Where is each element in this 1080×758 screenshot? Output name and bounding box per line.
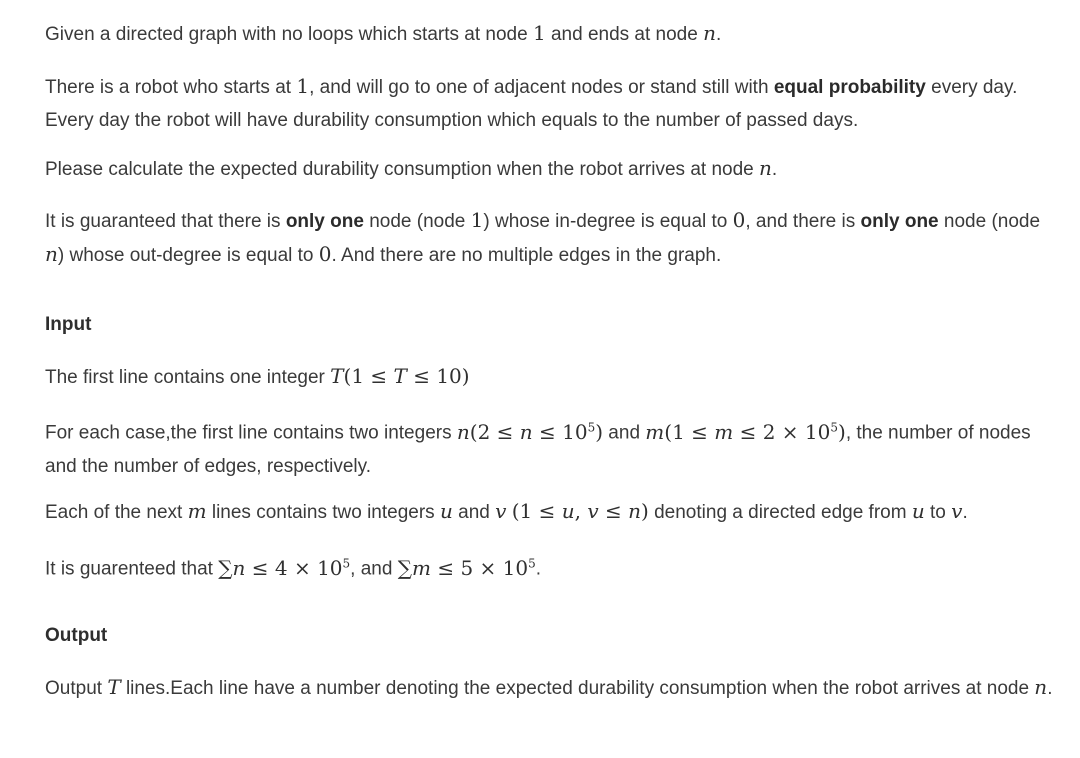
output-heading: Output [45,625,108,646]
input-line-4: It is guarenteed that $\sum n \le 4 \times 10^5$, and $\sum m \le 5 \times 10^5$. [45,555,542,580]
statement-paragraph-1: Given a directed graph with no loops which starts at node 1 and ends at node n. [45,21,722,45]
input-line-1: The first line contains one integer T(1 ≤ T ≤ 10) [45,364,470,388]
emphasis-equal-probability: equal probability [773,77,926,98]
statement-paragraph-3: Please calculate the expected durability consumption when the robot arrives at node n. [45,156,778,180]
emphasis-only-one-2: only one [860,211,939,232]
input-heading: Input [45,314,92,335]
statement-paragraph-2: There is a robot who starts at 1, and will go to one of adjacent nodes or stand still with equal probability every day. Every day the robot will have durability consumption which equals to the number of passed days. [45,74,1018,131]
input-line-2: For each case,the first line contains two integers $n(2 \le n \le 10^5)$ and $m(1 \le m \le 2 \times 10^5)$, the number of nodes and the number of edges, respectively. [45,419,1031,477]
input-line-3: Each of the next m lines contains two integers u and v (1 ≤ u, v ≤ n) denoting a directed edge from u to v. [45,499,968,523]
statement-paragraph-4: It is guaranteed that there is only one node (node 1) whose in-degree is equal to 0, and there is only one node (node n) whose out-degree is equal to 0. And there are no multiple edges in the graph. [45,208,1041,266]
output-line-1: Output T lines.Each line have a number denoting the expected durability consumption when the robot arrives at node n. [45,675,1053,699]
emphasis-only-one-1: only one [285,211,364,232]
